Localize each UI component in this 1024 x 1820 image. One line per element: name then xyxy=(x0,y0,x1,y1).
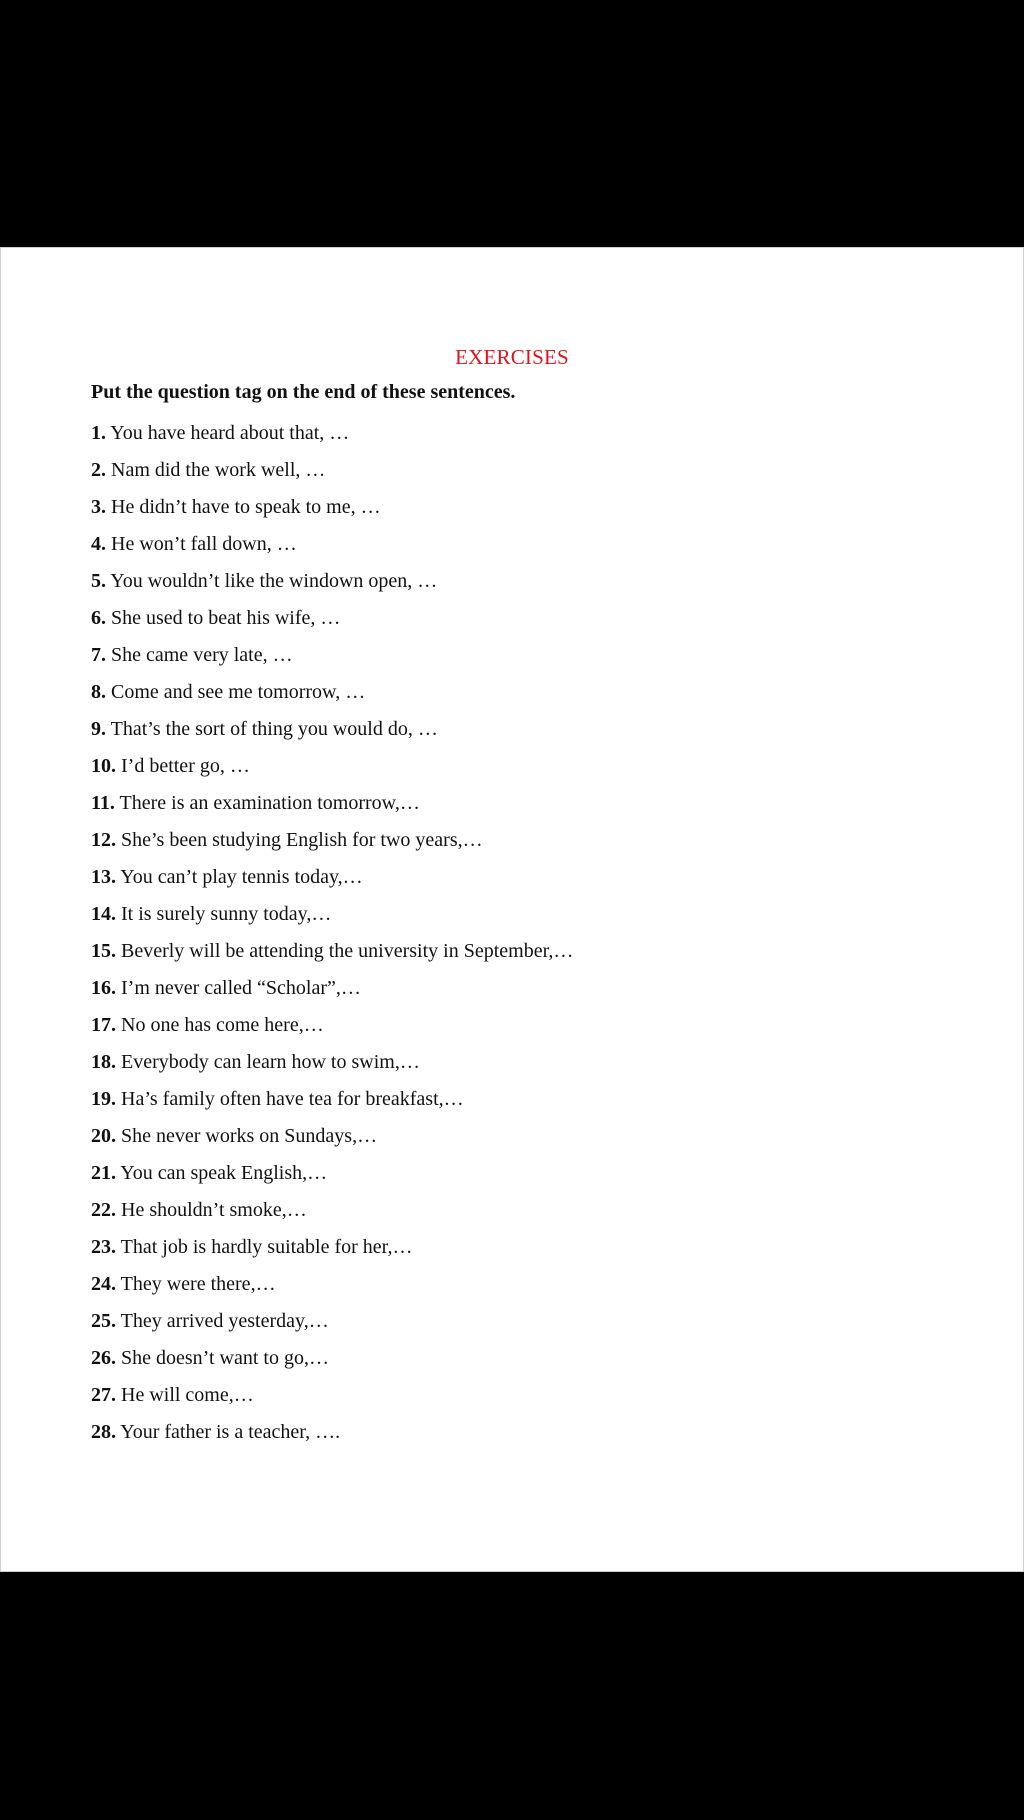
exercise-number: 25. xyxy=(91,1310,116,1332)
exercise-item xyxy=(91,936,971,973)
exercise-item xyxy=(91,1195,971,1232)
exercise-number: 6. xyxy=(91,607,106,629)
exercise-number: 19. xyxy=(91,1088,116,1110)
exercise-number: 26. xyxy=(91,1347,116,1369)
exercise-number: 18. xyxy=(91,1051,116,1073)
exercise-sentence: I’d better go, … xyxy=(121,755,250,777)
exercise-item xyxy=(91,751,971,788)
exercise-sentence: Your father is a teacher, …. xyxy=(120,1421,341,1443)
exercise-number: 27. xyxy=(91,1384,116,1406)
exercise-sentence: She never works on Sundays,… xyxy=(121,1125,378,1147)
exercise-sentence: He didn’t have to speak to me, … xyxy=(111,496,381,518)
exercise-number: 8. xyxy=(91,681,106,703)
exercise-number: 13. xyxy=(91,866,116,888)
exercise-item xyxy=(91,640,971,677)
exercise-sentence: It is surely sunny today,… xyxy=(121,903,332,925)
exercise-sentence: That job is hardly suitable for her,… xyxy=(120,1236,413,1258)
exercise-item xyxy=(91,899,971,936)
exercise-item xyxy=(91,566,971,603)
exercise-sentence: He won’t fall down, … xyxy=(111,533,297,555)
exercise-number: 5. xyxy=(91,570,106,592)
exercise-sentence: Everybody can learn how to swim,… xyxy=(121,1051,420,1073)
exercise-sentence: She came very late, … xyxy=(111,644,293,666)
exercise-item xyxy=(91,862,971,899)
exercise-number: 12. xyxy=(91,829,116,851)
exercise-sentence: You have heard about that, … xyxy=(110,422,350,444)
exercise-list xyxy=(91,418,971,1454)
instruction-text: Put the question tag on the end of these sentences. xyxy=(91,381,516,403)
exercise-item xyxy=(91,788,971,825)
exercise-number: 20. xyxy=(91,1125,116,1147)
exercise-number: 9. xyxy=(91,718,106,740)
exercise-sentence: She used to beat his wife, … xyxy=(111,607,341,629)
exercise-item xyxy=(91,1417,971,1454)
exercise-item xyxy=(91,492,971,529)
exercise-item xyxy=(91,1047,971,1084)
exercise-sentence: She’s been studying English for two years,… xyxy=(121,829,483,851)
exercise-sentence: You can’t play tennis today,… xyxy=(120,866,363,888)
exercise-number: 10. xyxy=(91,755,116,777)
exercise-item xyxy=(91,1269,971,1306)
exercise-sentence: He shouldn’t smoke,… xyxy=(121,1199,307,1221)
exercise-number: 4. xyxy=(91,533,106,555)
exercise-item xyxy=(91,1121,971,1158)
exercise-item xyxy=(91,1306,971,1343)
exercise-item xyxy=(91,1084,971,1121)
exercise-number: 11. xyxy=(91,792,115,814)
exercise-sentence: You wouldn’t like the windown open, … xyxy=(110,570,438,592)
exercise-sentence: Beverly will be attending the university in September,… xyxy=(121,940,574,962)
exercise-sentence: There is an examination tomorrow,… xyxy=(119,792,420,814)
exercise-number: 16. xyxy=(91,977,116,999)
exercise-item xyxy=(91,1232,971,1269)
exercise-item xyxy=(91,1343,971,1380)
exercise-number: 2. xyxy=(91,459,106,481)
exercise-number: 7. xyxy=(91,644,106,666)
exercise-number: 23. xyxy=(91,1236,116,1258)
exercise-sentence: They were there,… xyxy=(120,1273,276,1295)
exercise-number: 24. xyxy=(91,1273,116,1295)
exercise-number: 22. xyxy=(91,1199,116,1221)
exercise-item xyxy=(91,973,971,1010)
exercise-sentence: Ha’s family often have tea for breakfast,… xyxy=(121,1088,464,1110)
exercises-title: EXERCISES xyxy=(455,345,569,369)
exercise-number: 1. xyxy=(91,422,106,444)
exercise-number: 21. xyxy=(91,1162,116,1184)
exercise-item xyxy=(91,714,971,751)
exercise-sentence: They arrived yesterday,… xyxy=(120,1310,329,1332)
exercise-sentence: Nam did the work well, … xyxy=(111,459,326,481)
exercise-sentence: He will come,… xyxy=(121,1384,254,1406)
exercise-item xyxy=(91,455,971,492)
exercise-number: 17. xyxy=(91,1014,116,1036)
exercise-number: 28. xyxy=(91,1421,116,1443)
exercise-item xyxy=(91,677,971,714)
exercise-item xyxy=(91,418,971,455)
exercise-item xyxy=(91,1010,971,1047)
exercise-sentence: Come and see me tomorrow, … xyxy=(111,681,366,703)
exercise-sentence: She doesn’t want to go,… xyxy=(121,1347,329,1369)
exercise-item xyxy=(91,529,971,566)
exercise-sentence: I’m never called “Scholar”,… xyxy=(121,977,361,999)
exercise-item xyxy=(91,1380,971,1417)
document-page xyxy=(0,247,1024,1572)
exercise-number: 14. xyxy=(91,903,116,925)
exercise-sentence: You can speak English,… xyxy=(120,1162,328,1184)
exercise-sentence: No one has come here,… xyxy=(121,1014,324,1036)
exercise-number: 15. xyxy=(91,940,116,962)
exercise-sentence: That’s the sort of thing you would do, … xyxy=(110,718,438,740)
exercise-item xyxy=(91,1158,971,1195)
exercise-item xyxy=(91,603,971,640)
exercise-item xyxy=(91,825,971,862)
exercise-number: 3. xyxy=(91,496,106,518)
